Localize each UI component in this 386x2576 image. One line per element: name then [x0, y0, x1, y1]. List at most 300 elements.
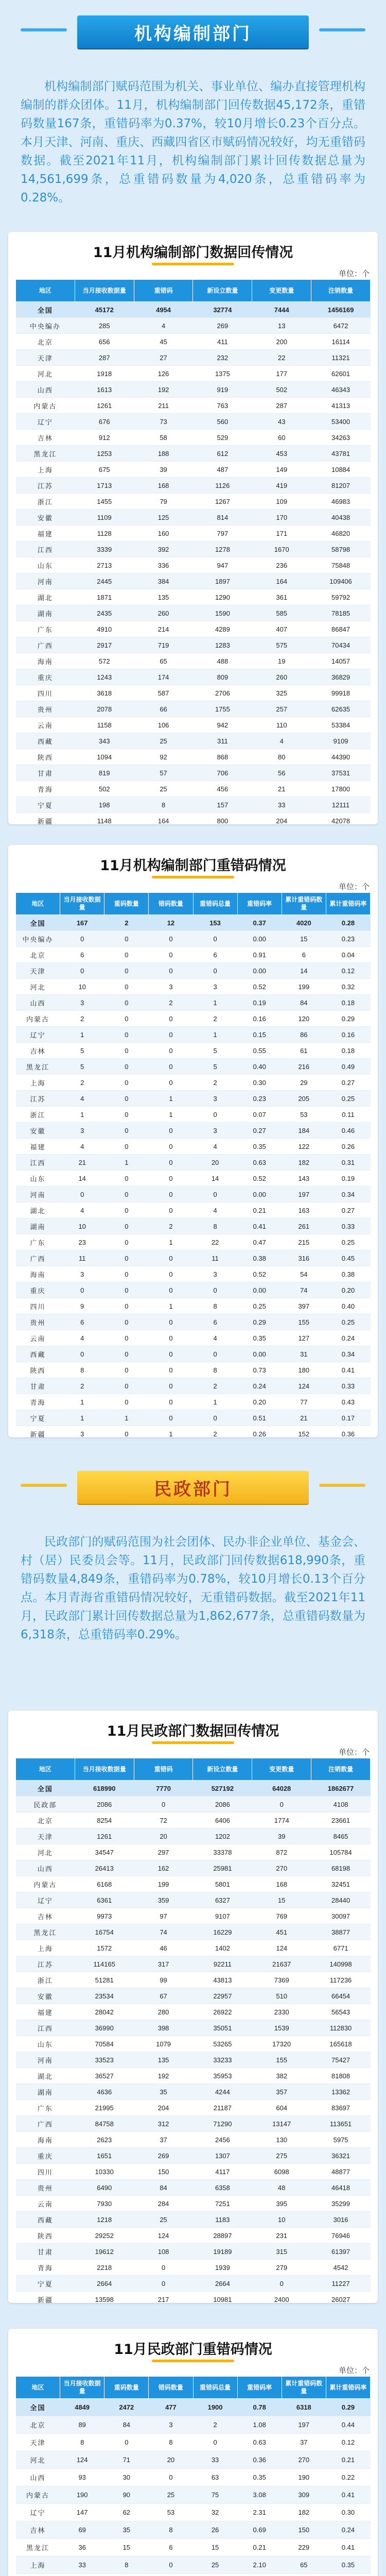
- table-row: [16, 398, 371, 414]
- title-decoration-right: [319, 1484, 365, 1487]
- value-cell: 1918: [75, 366, 134, 382]
- table-row: [16, 1860, 371, 1876]
- value-cell: 33: [193, 2451, 237, 2469]
- table-row: [16, 1876, 371, 1892]
- column-header: 重错码总量: [193, 2377, 237, 2399]
- data-table: [15, 892, 371, 1442]
- value-cell: 192: [134, 2068, 193, 2084]
- value-cell: 6: [149, 2539, 193, 2556]
- value-cell: 124: [282, 1378, 326, 1394]
- value-cell: 25: [193, 2556, 237, 2574]
- value-cell: 130: [252, 2132, 311, 2148]
- region-cell: 天津: [16, 350, 75, 366]
- region-cell: 西藏: [16, 733, 75, 749]
- value-cell: 0: [104, 1139, 149, 1155]
- value-cell: 618990: [75, 1781, 134, 1797]
- value-cell: 0: [104, 1362, 149, 1378]
- value-cell: 126: [134, 366, 193, 382]
- value-cell: 407: [252, 621, 311, 637]
- region-cell: 河南: [16, 1187, 60, 1202]
- value-cell: 0.24: [326, 2521, 370, 2539]
- table-row: [16, 1266, 371, 1282]
- section-title: 机构编制部门: [77, 15, 309, 48]
- value-cell: 0: [60, 1346, 104, 1362]
- value-cell: 99: [134, 1972, 193, 1988]
- region-cell: 吉林: [16, 1908, 75, 1924]
- region-cell: 山西: [16, 995, 60, 1011]
- value-cell: 0.37: [237, 915, 282, 931]
- column-header: 累计重错码数量: [282, 2377, 326, 2399]
- value-cell: 71: [104, 2451, 149, 2469]
- value-cell: 0.26: [237, 1426, 282, 1442]
- table-row: [16, 1202, 371, 1218]
- value-cell: 0: [149, 1330, 193, 1346]
- region-cell: 安徽: [16, 1988, 75, 2004]
- table-row: [16, 1988, 371, 2004]
- region-cell: 宁夏: [16, 1410, 60, 1426]
- value-cell: 0: [104, 1266, 149, 1282]
- table-row: [16, 2276, 371, 2292]
- value-cell: 78185: [311, 605, 371, 621]
- value-cell: 3339: [75, 541, 134, 557]
- value-cell: 33: [60, 2556, 104, 2574]
- value-cell: 3: [193, 979, 237, 995]
- region-cell: 黑龙江: [16, 1924, 75, 1940]
- region-cell: 内蒙古: [16, 1011, 60, 1027]
- value-cell: 20: [149, 2451, 193, 2469]
- value-cell: 164: [252, 573, 311, 589]
- value-cell: 0.00: [237, 1346, 282, 1362]
- value-cell: 1267: [193, 494, 252, 510]
- column-header: 当月接收数据量: [60, 893, 104, 915]
- value-cell: 527192: [193, 1781, 252, 1797]
- value-cell: 3: [193, 1266, 237, 1282]
- title-decoration-right: [319, 28, 365, 31]
- region-cell: 广西: [16, 2116, 75, 2132]
- value-cell: 63: [193, 2469, 237, 2486]
- table-row: [16, 1139, 371, 1155]
- value-cell: 575: [252, 637, 311, 653]
- value-cell: 0.78: [237, 2399, 282, 2416]
- value-cell: 8: [149, 2434, 193, 2451]
- region-cell: 吉林: [16, 430, 75, 446]
- value-cell: 150: [282, 2521, 326, 2539]
- value-cell: 4: [193, 1139, 237, 1155]
- value-cell: 4289: [193, 621, 252, 637]
- value-cell: 6: [193, 1314, 237, 1330]
- table-row: [16, 1314, 371, 1330]
- table-row: [16, 931, 371, 947]
- value-cell: 2: [60, 1075, 104, 1091]
- table-title: 11月民政部门数据回传情况: [8, 1720, 378, 1740]
- value-cell: 0.11: [326, 1107, 370, 1123]
- value-cell: 2: [193, 1378, 237, 1394]
- value-cell: 35051: [193, 2020, 252, 2036]
- value-cell: 14: [193, 1171, 237, 1187]
- region-cell: 广东: [16, 2100, 75, 2116]
- value-cell: 0.33: [326, 1218, 370, 1234]
- value-cell: 287: [252, 398, 311, 414]
- value-cell: 270: [282, 2451, 326, 2469]
- value-cell: 84: [104, 2416, 149, 2434]
- value-cell: 0: [149, 931, 193, 947]
- value-cell: 34547: [75, 1844, 134, 1860]
- table-row: [16, 1011, 371, 1027]
- value-cell: 0.00: [237, 931, 282, 947]
- value-cell: 65: [282, 2556, 326, 2574]
- value-cell: 155: [282, 1314, 326, 1330]
- value-cell: 4: [193, 1202, 237, 1218]
- value-cell: 66: [134, 701, 193, 717]
- value-cell: 45: [134, 334, 193, 350]
- column-header: 重码数量: [104, 2377, 149, 2399]
- value-cell: 456: [193, 781, 252, 797]
- value-cell: 0.27: [326, 1075, 370, 1091]
- value-cell: 15: [282, 931, 326, 947]
- value-cell: 0: [149, 1282, 193, 1298]
- value-cell: 269: [134, 2148, 193, 2164]
- value-cell: 36829: [311, 669, 371, 685]
- value-cell: 236: [252, 557, 311, 573]
- value-cell: 182: [282, 1155, 326, 1171]
- value-cell: 21187: [193, 2100, 252, 2116]
- value-cell: 0: [149, 2469, 193, 2486]
- value-cell: 0: [149, 1250, 193, 1266]
- table-row: [16, 1091, 371, 1107]
- value-cell: 0.24: [237, 1378, 282, 1394]
- value-cell: 3: [193, 1123, 237, 1139]
- value-cell: 147: [60, 2504, 104, 2521]
- section-intro: 机构编制部门赋码范围为机关、事业单位、编办直接管理机构编制的群众团体。11月，机构编制部门回传数据45,172条，重错码数量167条，重错码率为0.37%，较10月增长0.23个百分点。本月天津、河南、重庆、西藏四省区市赋码情况较好，均无重错码数据。截至2021年11月，机构编制部门累计回传数据总量为14,561,699条，总重错码数量为4,020条，总重错码率为0.28%。: [21, 80, 365, 205]
- column-header: 新设立数量: [193, 1758, 252, 1781]
- table-row: [16, 2020, 371, 2036]
- value-cell: 0: [104, 1059, 149, 1075]
- value-cell: 0.25: [237, 1298, 282, 1314]
- value-cell: 22: [252, 350, 311, 366]
- value-cell: 0.20: [326, 1282, 370, 1298]
- region-cell: 辽宁: [16, 1027, 60, 1043]
- value-cell: 3: [60, 1123, 104, 1139]
- value-cell: 84: [134, 2180, 193, 2196]
- value-cell: 4117: [193, 2164, 252, 2180]
- value-cell: 81808: [311, 2068, 371, 2084]
- table-row: [16, 1797, 371, 1812]
- value-cell: 2: [149, 995, 193, 1011]
- value-cell: 560: [193, 414, 252, 430]
- value-cell: 0.73: [237, 1362, 282, 1378]
- region-cell: 海南: [16, 2132, 75, 2148]
- region-cell: 江苏: [16, 478, 75, 494]
- table-row: [16, 2521, 371, 2539]
- value-cell: 4: [60, 1091, 104, 1107]
- value-cell: 1897: [193, 573, 252, 589]
- value-cell: 48877: [311, 2164, 371, 2180]
- value-cell: 675: [75, 462, 134, 478]
- value-cell: 33378: [193, 1844, 252, 1860]
- value-cell: 61: [282, 1043, 326, 1059]
- value-cell: 0: [104, 963, 149, 979]
- value-cell: [149, 2574, 193, 2576]
- value-cell: 1278: [193, 541, 252, 557]
- value-cell: 2218: [75, 2260, 134, 2276]
- table-row: [16, 2196, 371, 2212]
- table-title: 11月机构编制部门数据回传情况: [8, 241, 378, 261]
- region-cell: 福建: [16, 1139, 60, 1155]
- value-cell: 25: [134, 733, 193, 749]
- value-cell: 2664: [75, 2276, 134, 2292]
- region-cell: 山西: [16, 1860, 75, 1876]
- value-cell: 1456169: [311, 302, 371, 318]
- region-cell: 陕西: [16, 2228, 75, 2244]
- value-cell: 30: [104, 2469, 149, 2486]
- value-cell: 21637: [252, 1956, 311, 1972]
- value-cell: 62601: [311, 366, 371, 382]
- column-header: 新设立数量: [193, 280, 252, 302]
- value-cell: 89: [60, 2416, 104, 2434]
- value-cell: 4849: [60, 2399, 104, 2416]
- value-cell: 19189: [193, 2244, 252, 2260]
- value-cell: 0.00: [237, 1282, 282, 1298]
- value-cell: 6406: [193, 1812, 252, 1828]
- region-cell: 宁夏: [16, 797, 75, 813]
- region-cell: 广西: [16, 637, 75, 653]
- column-header: 地区: [16, 1758, 75, 1781]
- value-cell: 66454: [311, 1988, 371, 2004]
- value-cell: 1613: [75, 382, 134, 398]
- value-cell: 5801: [193, 1876, 252, 1892]
- value-cell: 3: [60, 995, 104, 1011]
- region-cell: 吉林: [16, 1043, 60, 1059]
- value-cell: 384: [134, 573, 193, 589]
- value-cell: 0: [104, 1202, 149, 1218]
- region-cell: 山东: [16, 1171, 60, 1187]
- region-cell: 云南: [16, 1330, 60, 1346]
- table-row: [16, 2052, 371, 2068]
- value-cell: 35299: [311, 2196, 371, 2212]
- value-cell: 1862677: [311, 1781, 371, 1797]
- value-cell: 872: [252, 1844, 311, 1860]
- table-row: [16, 446, 371, 462]
- value-cell: 0.30: [326, 2504, 370, 2521]
- region-cell: 全国: [16, 302, 75, 318]
- value-cell: 15: [252, 1892, 311, 1908]
- value-cell: 13598: [75, 2292, 134, 2308]
- value-cell: 14057: [311, 653, 371, 669]
- value-cell: 411: [193, 334, 252, 350]
- value-cell: 477: [149, 2399, 193, 2416]
- value-cell: 0: [149, 1027, 193, 1043]
- region-cell: 江西: [16, 541, 75, 557]
- value-cell: 135: [134, 589, 193, 605]
- value-cell: 0: [104, 1234, 149, 1250]
- value-cell: 71290: [193, 2116, 252, 2132]
- region-cell: 安徽: [16, 510, 75, 526]
- value-cell: 21995: [75, 2100, 134, 2116]
- value-cell: 25: [134, 2212, 193, 2228]
- value-cell: 814: [193, 510, 252, 526]
- region-cell: 河北: [16, 366, 75, 382]
- column-header: 重错码率: [237, 893, 282, 915]
- title-decoration-left: [21, 1484, 67, 1487]
- value-cell: 59792: [311, 589, 371, 605]
- value-cell: 0.63: [237, 1155, 282, 1171]
- value-cell: 6358: [193, 2180, 252, 2196]
- value-cell: 90: [104, 2486, 149, 2504]
- value-cell: 0: [149, 1139, 193, 1155]
- value-cell: 269: [193, 318, 252, 334]
- region-cell: 海南: [16, 1266, 60, 1282]
- value-cell: 23534: [75, 1988, 134, 2004]
- value-cell: 56: [252, 765, 311, 781]
- value-cell: 168: [134, 478, 193, 494]
- value-cell: 1: [104, 1410, 149, 1426]
- value-cell: 1590: [193, 605, 252, 621]
- value-cell: 62635: [311, 701, 371, 717]
- value-cell: 99918: [311, 685, 371, 701]
- table-card: [8, 2329, 378, 2576]
- value-cell: 0: [252, 1797, 311, 1812]
- value-cell: 110: [252, 717, 311, 733]
- value-cell: 23661: [311, 1812, 371, 1828]
- table-row: [16, 2504, 371, 2521]
- table-row: [16, 2004, 371, 2020]
- value-cell: 0.24: [326, 1330, 370, 1346]
- table-row: [16, 1378, 371, 1394]
- value-cell: 75427: [311, 2052, 371, 2068]
- value-cell: 38877: [311, 1924, 371, 1940]
- region-cell: 西藏: [16, 2212, 75, 2228]
- value-cell: 74: [282, 1282, 326, 1298]
- value-cell: 11: [60, 1250, 104, 1266]
- value-cell: 8: [193, 1362, 237, 1378]
- value-cell: 0.38: [326, 1266, 370, 1282]
- value-cell: 97: [134, 1908, 193, 1924]
- region-cell: 全国: [16, 915, 60, 931]
- table-row: [16, 1812, 371, 1828]
- value-cell: 10981: [193, 2292, 252, 2308]
- value-cell: 0: [104, 1075, 149, 1091]
- region-cell: 广东: [16, 1234, 60, 1250]
- value-cell: 0.43: [326, 1394, 370, 1410]
- value-cell: 2623: [75, 2132, 134, 2148]
- table-row: [16, 1426, 371, 1442]
- table-title: 11月民政部门重错码情况: [8, 2338, 378, 2358]
- column-header: 变更数量: [252, 1758, 311, 1781]
- value-cell: 192: [134, 382, 193, 398]
- value-cell: 3: [60, 1426, 104, 1442]
- value-cell: 5: [193, 1059, 237, 1075]
- table-row: [16, 621, 371, 637]
- value-cell: 4: [134, 318, 193, 334]
- region-cell: 浙江: [16, 1972, 75, 1988]
- value-cell: 1: [104, 1155, 149, 1171]
- value-cell: 79: [134, 494, 193, 510]
- value-cell: 3.08: [237, 2486, 282, 2504]
- value-cell: 16114: [311, 334, 371, 350]
- value-cell: 1243: [75, 669, 134, 685]
- value-cell: 7251: [193, 2196, 252, 2212]
- value-cell: 6: [282, 947, 326, 963]
- value-cell: 2917: [75, 637, 134, 653]
- table-row: [16, 813, 371, 829]
- region-cell: 中央编办: [16, 931, 60, 947]
- value-cell: 1: [193, 1394, 237, 1410]
- unit-label: 单位：个: [338, 2366, 370, 2375]
- value-cell: 31: [282, 1346, 326, 1362]
- value-cell: 1539: [252, 2020, 311, 2036]
- value-cell: 3: [149, 2416, 193, 2434]
- value-cell: 170: [252, 510, 311, 526]
- value-cell: 0.16: [326, 1027, 370, 1043]
- region-cell: 湖北: [16, 589, 75, 605]
- region-cell: 宁夏: [16, 2276, 75, 2292]
- table-row: [16, 1075, 371, 1091]
- value-cell: 0.36: [326, 1426, 370, 1442]
- value-cell: 58: [134, 430, 193, 446]
- region-cell: 云南: [16, 2196, 75, 2212]
- value-cell: 11321: [311, 350, 371, 366]
- value-cell: 45172: [75, 302, 134, 318]
- title-decoration-left: [21, 28, 67, 31]
- value-cell: 2: [193, 1075, 237, 1091]
- value-cell: 21: [60, 1155, 104, 1171]
- value-cell: 0: [134, 1797, 193, 1812]
- value-cell: 0: [149, 1059, 193, 1075]
- value-cell: 143: [282, 1171, 326, 1187]
- region-cell: 江苏: [16, 1956, 75, 1972]
- column-header: 当月接收数据量: [75, 1758, 134, 1781]
- value-cell: 275: [252, 2148, 311, 2164]
- value-cell: 3: [60, 1266, 104, 1282]
- value-cell: 257: [252, 701, 311, 717]
- value-cell: 72: [134, 1812, 193, 1828]
- region-cell: 河南: [16, 573, 75, 589]
- region-cell: 湖南: [16, 605, 75, 621]
- value-cell: 197: [282, 1187, 326, 1202]
- value-cell: 84: [282, 995, 326, 1011]
- value-cell: 0: [104, 1107, 149, 1123]
- value-cell: 6: [60, 947, 104, 963]
- value-cell: 1774: [252, 1812, 311, 1828]
- value-cell: 0: [104, 1250, 149, 1266]
- value-cell: 3: [193, 1091, 237, 1107]
- table-row: [16, 2556, 371, 2574]
- value-cell: 285: [75, 318, 134, 334]
- value-cell: 10: [60, 1218, 104, 1234]
- table-row: [16, 781, 371, 797]
- value-cell: 0: [149, 963, 193, 979]
- total-row: [16, 2399, 371, 2416]
- value-cell: 67: [134, 1988, 193, 2004]
- value-cell: 316: [282, 1250, 326, 1266]
- value-cell: 0: [134, 2260, 193, 2276]
- value-cell: 114165: [75, 1956, 134, 1972]
- value-cell: 297: [134, 1844, 193, 1860]
- column-header: 错码数量: [149, 893, 193, 915]
- value-cell: 0: [104, 995, 149, 1011]
- value-cell: 10884: [311, 462, 371, 478]
- value-cell: 361: [252, 589, 311, 605]
- value-cell: 54: [282, 1266, 326, 1282]
- value-cell: 35953: [193, 2068, 252, 2084]
- table-row: [16, 1155, 371, 1171]
- value-cell: 6: [193, 947, 237, 963]
- value-cell: 81207: [311, 478, 371, 494]
- value-cell: 1261: [75, 398, 134, 414]
- region-cell: [16, 2574, 60, 2576]
- value-cell: 2706: [193, 685, 252, 701]
- table-row: [16, 2212, 371, 2228]
